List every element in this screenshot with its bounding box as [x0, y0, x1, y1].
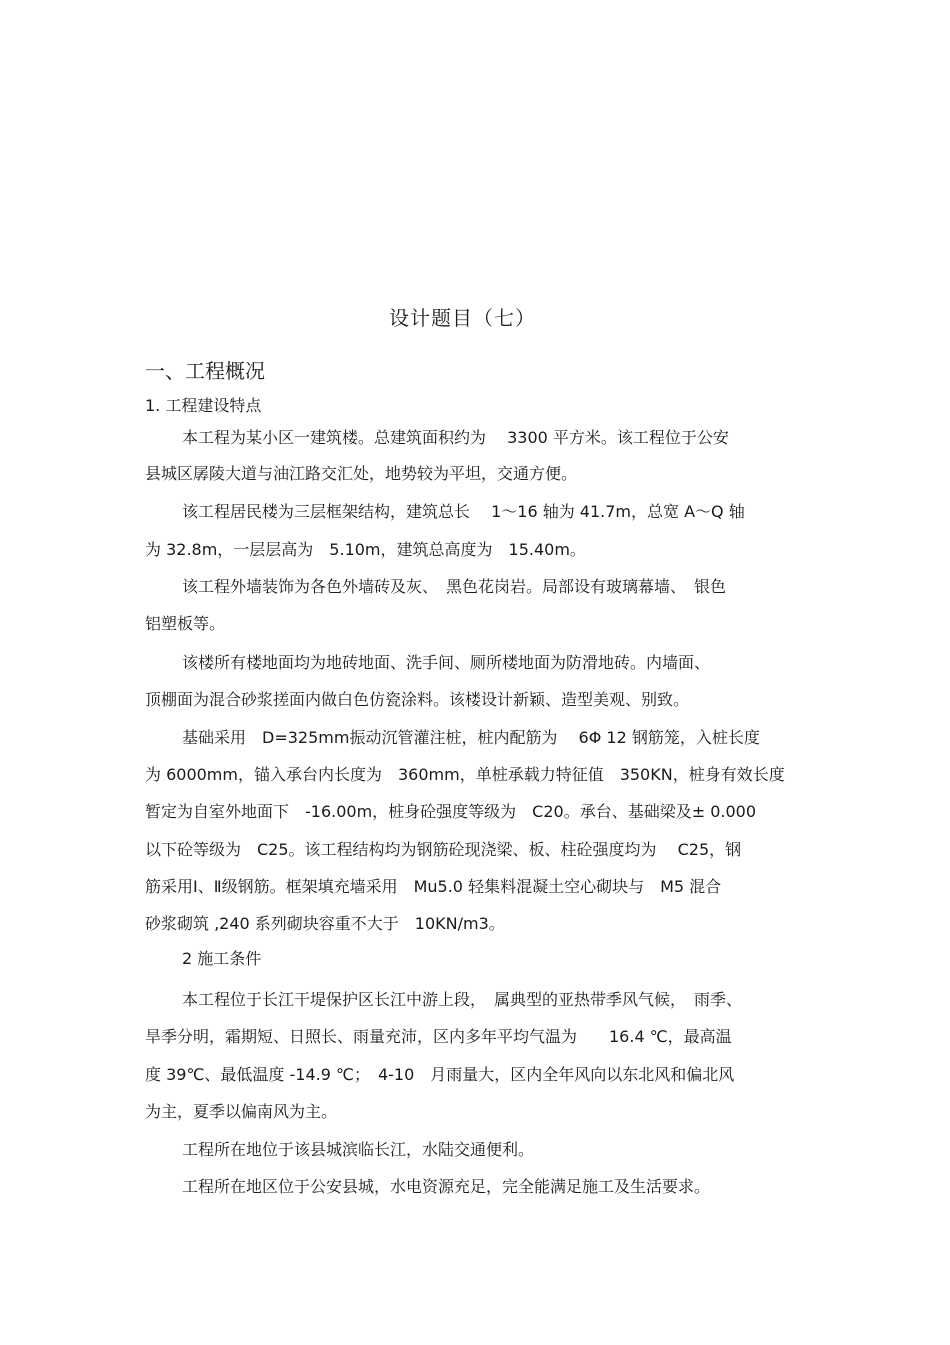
- document-title: 设计题目（七）: [389, 306, 536, 330]
- paragraph-line: 本工程为某小区一建筑楼。总建筑面积约为 3300 平方米。该工程位于公安: [182, 428, 729, 447]
- paragraph-line: 工程所在地位于该县城滨临长江，水陆交通便利。: [182, 1140, 535, 1159]
- subsection-heading-conditions: 2 施工条件: [182, 949, 262, 968]
- subsection-heading-features: 1. 工程建设特点: [145, 396, 262, 415]
- paragraph-line: 该楼所有楼地面均为地砖地面、洗手间、厕所楼地面为防滑地砖。内墙面、: [182, 653, 711, 672]
- paragraph-line: 顶棚面为混合砂浆搓面内做白色仿瓷涂料。该楼设计新颖、造型美观、别致。: [145, 690, 690, 709]
- paragraph-line: 砂浆砌筑 ,240 系列砌块容重不大于 10KN/m3。: [145, 914, 505, 933]
- paragraph-line: 暂定为自室外地面下 -16.00m，桩身砼强度等级为 C20。承台、基础梁及± 0.000: [145, 802, 756, 821]
- paragraph-line: 为 32.8m，一层层高为 5.10m，建筑总高度为 15.40m。: [145, 540, 586, 559]
- paragraph-line: 旱季分明，霜期短、日照长、雨量充沛，区内多年平均气温为 16.4 ℃，最高温: [145, 1027, 732, 1046]
- paragraph-line: 为 6000mm，锚入承台内长度为 360mm，单桩承载力特征值 350KN，桩身有效长度: [145, 765, 785, 784]
- paragraph-line: 为主，夏季以偏南风为主。: [145, 1102, 338, 1121]
- paragraph-line: 工程所在地区位于公安县城，水电资源充足，完全能满足施工及生活要求。: [182, 1177, 711, 1196]
- paragraph-line: 本工程位于长江干堤保护区长江中游上段， 属典型的亚热带季风气候， 雨季、: [182, 990, 743, 1009]
- paragraph-line: 以下砼等级为 C25。该工程结构均为钢筋砼现浇梁、板、柱砼强度均为 C25，钢: [145, 840, 742, 859]
- paragraph-line: 该工程居民楼为三层框架结构，建筑总长 1～16 轴为 41.7m，总宽 A～Q 轴: [182, 502, 745, 521]
- paragraph-line: 县城区孱陵大道与油江路交汇处，地势较为平坦，交通方便。: [145, 464, 578, 483]
- section-heading-overview: 一、工程概况: [145, 359, 265, 383]
- paragraph-line: 度 39℃、最低温度 -14.9 ℃； 4-10 月雨量大，区内全年风向以东北风和偏北风: [145, 1065, 735, 1084]
- paragraph-line: 铝塑板等。: [145, 614, 226, 633]
- paragraph-line: 基础采用 D=325mm振动沉管灌注桩，桩内配筋为 6Φ 12 钢筋笼，入桩长度: [182, 728, 760, 747]
- paragraph-line: 该工程外墙装饰为各色外墙砖及灰、 黑色花岗岩。局部设有玻璃幕墙、 银色: [182, 577, 727, 596]
- paragraph-line: 筋采用Ⅰ、Ⅱ级钢筋。框架填充墙采用 Mu5.0 轻集料混凝土空心砌块与 M5 混合: [145, 877, 722, 896]
